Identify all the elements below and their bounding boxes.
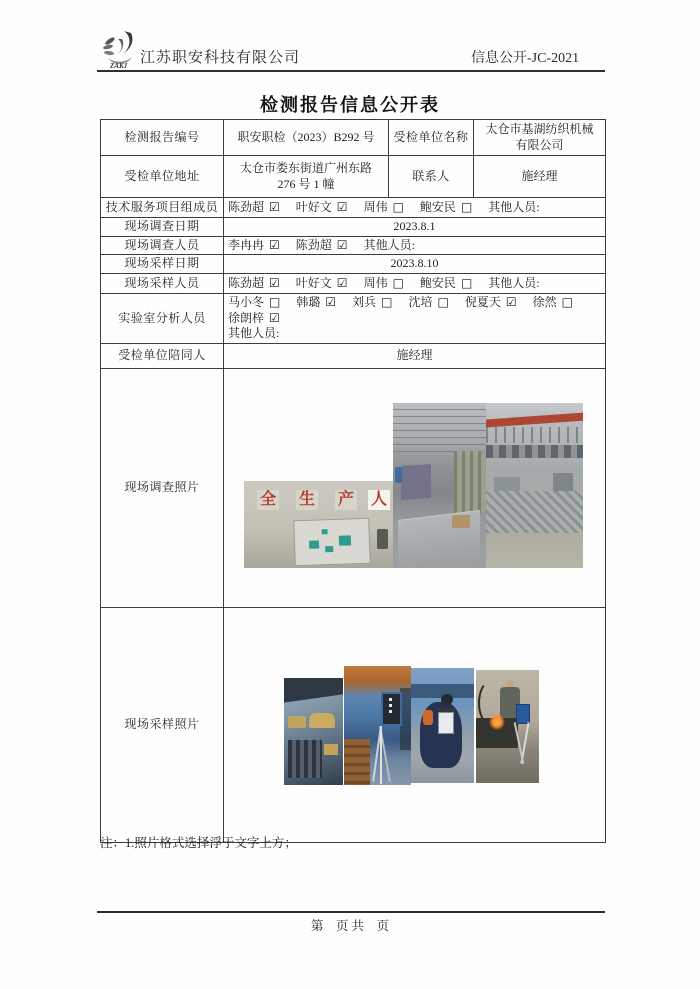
sample-date-value: 2023.8.10 — [224, 255, 606, 274]
purple-tarp — [401, 464, 431, 500]
brass-gauge — [309, 713, 335, 728]
other-staff-label: 其他人员: — [363, 237, 415, 252]
sample-photos-label: 现场采样照片 — [101, 607, 224, 842]
checkbox-checked-icon: ☑ — [269, 199, 280, 214]
machine-top — [284, 678, 343, 703]
scattered-parts — [486, 491, 583, 533]
red-crane-beam — [486, 412, 583, 427]
unit-name-line1: 太仓市基湖纺织机械 — [485, 121, 594, 136]
checkbox-checked-icon: ☑ — [336, 199, 348, 214]
team-members — [224, 198, 606, 218]
checkbox-checked-icon: ☑ — [325, 295, 337, 310]
lab-staff-members — [224, 294, 606, 344]
member-name: 韩璐 — [296, 295, 321, 310]
escort-value: 施经理 — [224, 343, 606, 368]
unit-addr-label: 受检单位地址 — [101, 156, 224, 198]
sample-photo-grinding-sparks — [476, 670, 539, 783]
page-number: 第 页 共 页 — [310, 919, 390, 933]
member-name: 刘兵 — [352, 295, 377, 310]
personal-sampler — [438, 712, 454, 734]
row-unit-address — [101, 156, 606, 198]
pump-button — [389, 698, 392, 701]
member-name: 叶好文 — [295, 199, 332, 214]
lab-member — [533, 295, 573, 309]
member-name: 李冉冉 — [228, 237, 265, 252]
cardboard-box — [452, 515, 470, 528]
member-name: 周伟 — [363, 199, 388, 214]
footer-rule — [97, 911, 605, 913]
checkbox-checked-icon: ☑ — [505, 295, 517, 310]
checkbox-empty-icon: □ — [561, 295, 573, 310]
report-form-table — [100, 119, 606, 843]
member-name: 周伟 — [363, 275, 388, 290]
team-label: 技术服务项目组成员 — [101, 198, 224, 218]
survey-member — [228, 238, 280, 252]
sample-member — [296, 276, 348, 290]
row-escort — [101, 343, 606, 368]
lab-member — [352, 295, 392, 309]
company-name: 江苏职安科技有限公司 — [140, 50, 301, 66]
wall-object — [377, 529, 388, 549]
report-no-value: 职安职检（2023）B292 号 — [224, 120, 389, 156]
other-staff-label: 其他人员: — [488, 275, 540, 290]
wood-pallet — [344, 739, 370, 785]
window-band — [486, 445, 583, 458]
header-rule — [97, 70, 605, 72]
checkbox-empty-icon: □ — [460, 199, 473, 214]
checkbox-checked-icon: ☑ — [336, 275, 348, 290]
page-title: 检测报告信息公开表 — [260, 95, 440, 115]
sampling-pump — [516, 704, 530, 724]
orange-shirt — [423, 710, 433, 725]
unit-addr-line2: 276 号 1 幢 — [277, 176, 335, 191]
member-name: 叶好文 — [295, 275, 332, 290]
member-name: 鲍安民 — [419, 199, 456, 214]
row-sample-staff — [101, 274, 606, 294]
row-survey-staff — [101, 236, 606, 255]
row-sample-date — [101, 255, 606, 274]
survey-staff-label: 现场调查人员 — [101, 236, 224, 255]
checkbox-checked-icon: ☑ — [269, 310, 280, 325]
footnote: 注：1.照片格式选择浮于文字上方； — [100, 836, 297, 850]
slogan-char: 人 — [368, 490, 390, 510]
survey-photo-slogan-wall — [244, 481, 393, 568]
report-no-label: 检测报告编号 — [101, 120, 224, 156]
worker-head — [441, 694, 453, 705]
lab-member — [296, 295, 336, 309]
layout-block — [309, 540, 319, 548]
survey-date-label: 现场调查日期 — [101, 218, 224, 237]
member-name: 鲍安民 — [419, 275, 456, 290]
lab-staff-label: 实验室分析人员 — [101, 294, 224, 344]
sample-member — [420, 276, 472, 290]
team-member — [420, 200, 472, 214]
factory-layout-board — [293, 518, 371, 567]
contact-label: 联系人 — [389, 156, 474, 198]
unit-addr-value — [224, 156, 389, 198]
lab-member — [228, 295, 280, 309]
sample-photo-machine-panel — [284, 678, 343, 785]
brass-plate — [288, 716, 306, 728]
sample-photos-cell — [224, 607, 606, 842]
row-team — [101, 198, 606, 218]
survey-photos-cell — [224, 368, 606, 607]
survey-date-value: 2023.8.1 — [224, 218, 606, 237]
row-survey-photos — [101, 368, 606, 607]
checkbox-checked-icon: ☑ — [269, 275, 280, 290]
checkbox-empty-icon: □ — [460, 275, 473, 290]
checkbox-checked-icon: ☑ — [269, 237, 280, 252]
roof-truss — [486, 427, 583, 443]
brass-plate — [324, 744, 338, 755]
other-staff-label: 其他人员: — [488, 199, 540, 214]
member-name: 马小冬 — [228, 295, 265, 310]
sample-staff-label: 现场采样人员 — [101, 274, 224, 294]
sampling-pump — [381, 692, 402, 726]
checkbox-empty-icon: □ — [381, 295, 393, 310]
doc-code: 信息公开-JC-2021 — [471, 51, 580, 66]
escort-label: 受检单位陪同人 — [101, 343, 224, 368]
lab-member — [465, 295, 517, 309]
checkbox-empty-icon: □ — [392, 275, 404, 290]
sample-photo-worker-sampler — [411, 668, 474, 783]
row-lab-staff — [101, 294, 606, 344]
member-name: 沈培 — [408, 295, 433, 310]
vent-slots — [288, 740, 322, 778]
row-sample-photos — [101, 607, 606, 842]
other-staff-label: 其他人员: — [228, 326, 280, 341]
survey-photo-crane-workshop — [486, 403, 583, 568]
layout-block — [325, 546, 333, 552]
layout-block — [322, 529, 328, 534]
member-name: 徐朗梓 — [228, 310, 265, 325]
member-name: 陈劲超 — [228, 275, 265, 290]
pump-button — [389, 710, 392, 713]
worker-figure — [395, 467, 402, 483]
member-name: 倪夏天 — [464, 295, 501, 310]
checkbox-empty-icon: □ — [437, 295, 449, 310]
survey-member — [296, 238, 348, 252]
sample-member — [364, 276, 404, 290]
checkbox-empty-icon: □ — [269, 295, 281, 310]
machine-block — [494, 477, 520, 491]
lab-member — [409, 295, 449, 309]
member-name: 徐然 — [532, 295, 557, 310]
storage-racks — [454, 451, 486, 513]
unit-name-line2: 有限公司 — [515, 137, 564, 152]
lab-member — [228, 311, 280, 325]
tripod-leg — [380, 726, 382, 784]
unit-name-value — [474, 120, 606, 156]
contact-value: 施经理 — [474, 156, 606, 198]
slogan-char: 产 — [335, 490, 357, 510]
unit-name-label: 受检单位名称 — [389, 120, 474, 156]
team-member — [228, 200, 280, 214]
sample-photo-tripod-pump — [344, 666, 411, 785]
sample-member — [228, 276, 280, 290]
logo-text: ZAKJ — [110, 62, 128, 70]
grinding-sparks — [489, 714, 505, 730]
machine-block — [553, 473, 573, 491]
team-member — [296, 200, 348, 214]
row-survey-date — [101, 218, 606, 237]
row-report-no — [101, 120, 606, 156]
unit-addr-line1: 太仓市娄东街道广州东路 — [239, 160, 372, 175]
survey-staff-members — [224, 236, 606, 255]
survey-photos-label: 现场调查照片 — [101, 368, 224, 607]
member-name: 陈劲超 — [228, 199, 265, 214]
lab-staff-line1 — [228, 295, 601, 326]
roof-beams — [393, 403, 486, 458]
sample-staff-members — [224, 274, 606, 294]
checkbox-empty-icon: □ — [392, 199, 404, 214]
member-name: 陈劲超 — [295, 237, 332, 252]
sample-date-label: 现场采样日期 — [101, 255, 224, 274]
company-logo-icon — [102, 29, 140, 71]
pump-button — [389, 704, 392, 707]
slogan-char: 全 — [257, 490, 279, 510]
team-member — [364, 200, 404, 214]
slogan-char: 生 — [296, 490, 318, 510]
layout-block — [339, 535, 351, 545]
survey-photo-workshop-interior — [393, 403, 486, 568]
checkbox-checked-icon: ☑ — [336, 237, 348, 252]
